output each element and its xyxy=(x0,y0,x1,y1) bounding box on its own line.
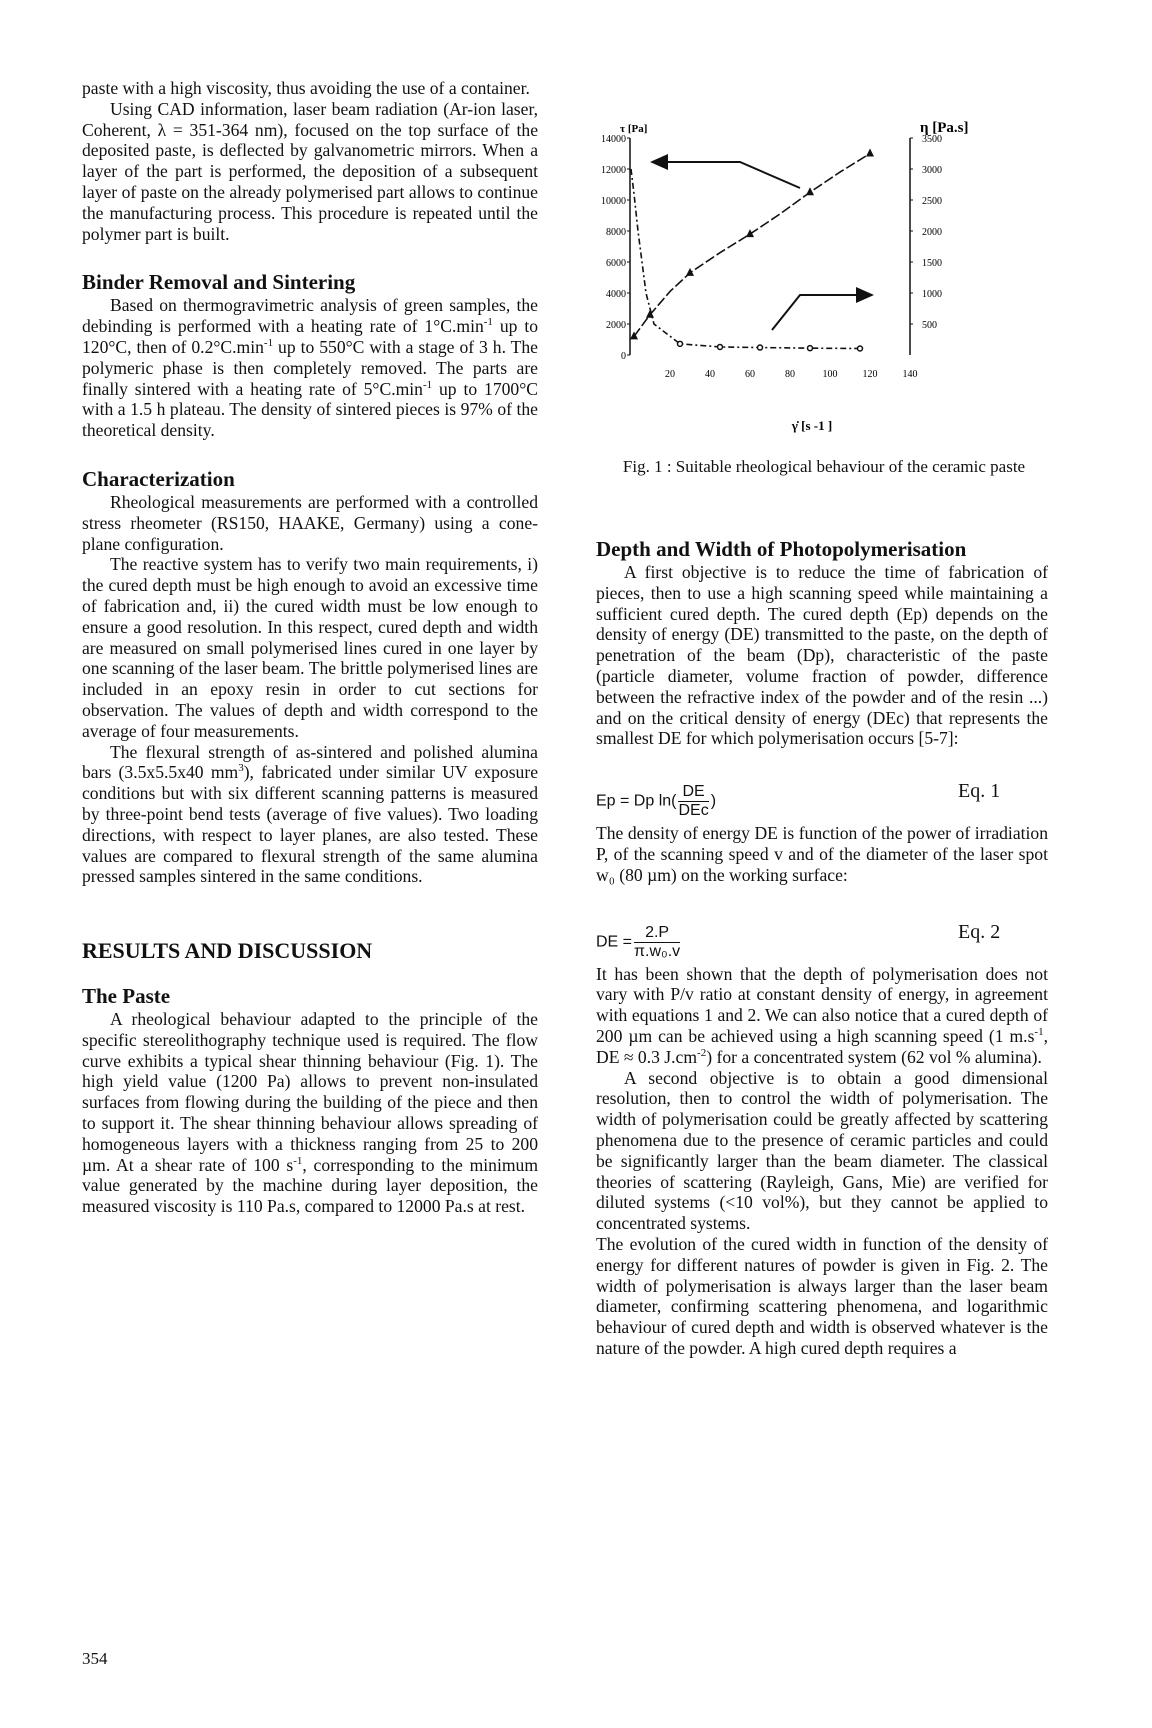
right-column xyxy=(596,536,1048,1359)
paragraph: The density of energy DE is function of the power of irradiation P, of the scanning speed v and of the diameter of the laser spot w₀ (80 µm) on the working surface: xyxy=(596,823,1048,885)
right-axis-label: η [Pa.s] xyxy=(920,120,969,136)
y-left-tick-label: 2000 xyxy=(606,320,626,331)
x-tick-label: 140 xyxy=(902,369,918,380)
section-heading: Depth and Width of Photopolymerisation xyxy=(596,537,967,561)
x-tick-label: 120 xyxy=(862,369,878,380)
equation-label: Eq. 2 xyxy=(958,920,1001,943)
series-shear-stress-line xyxy=(634,154,870,337)
paragraph: Using CAD information, laser beam radiation (Ar-ion laser, Coherent, λ = 351-364 nm), focused on the top surface of the deposited paste, is deflected by galvanometric mirrors. When a layer of the part is performed, the deposition of a subsequent layer of paste on the already polymerised part allows to continue the manufacturing process. This procedure is repeated until the polymer part is built. xyxy=(82,98,538,244)
paragraph: paste with a high viscosity, thus avoiding the use of a container. xyxy=(82,78,530,98)
x-tick-label: 40 xyxy=(705,369,715,380)
viscosity-point xyxy=(808,346,813,351)
y-left-tick-label: 12000 xyxy=(601,165,626,176)
section-heading: Characterization xyxy=(82,466,235,491)
equation-label: Eq. 1 xyxy=(958,780,1001,803)
equation-1: Ep = Dp ln( $\frac{DE}{\text{DEc}}$ ) Eq. 1 xyxy=(596,780,1001,820)
y-right-tick-label: 1500 xyxy=(922,258,942,269)
y-left-tick-label: 8000 xyxy=(606,227,626,238)
section-heading: Binder Removal and Sintering xyxy=(82,270,356,295)
paragraph: A second objective is to obtain a good dimensional resolution, then to control the width of polymerisation. The width of polymerisation could be greatly affected by scattering phenomena due to the presence of ceramic particles and could be significantly larger than the beam diameter. The classical theories of scattering (Rayleigh, Gans, Mie) are verified for diluted systems (<10 vol%), but they cannot be applied to concentrated systems. xyxy=(596,1067,1048,1234)
left-column xyxy=(82,78,538,1217)
paragraph: The flexural strength of as-sintered and polished alumina bars (3.5x5.5x40 $mm^3$), fabricated under similar UV exposure conditions but with six different scanning patterns is measured by three-point bend tests (average of five values). Two loading directions, with respect to layer planes, are also tested. These values are compared to flexural strength of the same alumina pressed samples sintered in the same conditions. xyxy=(82,741,538,887)
rheology-chart xyxy=(590,110,1050,440)
arrow-to-right-axis xyxy=(772,295,858,330)
shear-stress-point xyxy=(806,187,814,195)
paragraph: The evolution of the cured width in function of the density of energy for different natures of powder is given in Fig. 2. The width of polymerisation is always larger than the laser beam diameter, confirming scattering phenomena, and logarithmic behaviour of cured depth and width is observed whatever is the nature of the powder. A high cured depth requires a xyxy=(596,1233,1048,1358)
section-heading: The Paste xyxy=(82,984,171,1009)
series-viscosity-line xyxy=(631,169,860,348)
y-right-tick-label: 3000 xyxy=(922,165,942,176)
paragraph: A rheological behaviour adapted to the principle of the specific stereolithography technique used is required. The flow curve exhibits a typical shear thinning behaviour (Fig. 1). The high yield value (1200 Pa) allows to prevent non-insulated surfaces from flowing during the building of the piece and then to support it. The shear thinning behaviour allows spreading of homogeneous layers with a thickness ranging from 25 to 200 µm. At a shear rate of 100 $s^{-1}$, corresponding to the minimum value generated by the machine during layer deposition, the measured viscosity is 110 Pa.s, compared to 12000 Pa.s at rest. xyxy=(82,1009,538,1217)
paragraph: The reactive system has to verify two main requirements, i) the cured depth must be high enough to avoid an excessive time of fabrication and, ii) the cured width must be low enough to ensure a good resolution. In this respect, cured depth and width are measured on small polymerised lines cured in one layer by one scanning of the laser beam. The brittle polymerised lines are included in an epoxy resin in order to cut sections for observation. The values of depth and width correspond to the average of four measurements. xyxy=(82,554,538,741)
y-left-tick-label: 6000 xyxy=(606,258,626,269)
y-left-tick-label: 10000 xyxy=(601,196,626,207)
y-right-tick-label: 500 xyxy=(922,320,937,331)
x-tick-label: 60 xyxy=(745,369,755,380)
y-right-tick-label: 3500 xyxy=(922,134,942,145)
paragraph: Rheological measurements are performed with a controlled stress rheometer (RS150, HAAKE, Germany) using a cone-plane configuration. xyxy=(82,491,538,554)
viscosity-point xyxy=(718,344,723,349)
x-axis-label: γ̇ [s -1 ] xyxy=(791,418,833,433)
x-tick-label: 100 xyxy=(822,369,838,380)
y-right-tick-label: 1000 xyxy=(922,289,942,300)
equation-2: DE = $\frac{2.P}{\text{π.w₀.v}}$ Eq. 2 xyxy=(596,920,1001,960)
section-heading-main: RESULTS AND DISCUSSION xyxy=(82,938,373,964)
paragraph: A first objective is to reduce the time of fabrication of pieces, then to use a high scanning speed while maintaining a sufficient cured depth. The cured depth (Ep) depends on the density of energy (DE) transmitted to the paste, on the depth of penetration of the beam (Dp), characteristic of the paste (particle diameter, volume fraction of powder, difference between the refractive index of the powder and of the resin ...) and on the critical density of energy (DEc) that represents the smallest DE for which polymerisation occurs [5-7]: xyxy=(596,562,1048,749)
y-right-tick-label: 2500 xyxy=(922,196,942,207)
shear-stress-point xyxy=(866,149,874,157)
arrow-head-right xyxy=(856,287,874,303)
arrow-head-left xyxy=(650,154,668,170)
paragraph: Based on thermogravimetric analysis of green samples, the debinding is performed with a heating rate of $1^\circ C.\min^{-1}$ up to 120°C, then of $0.2^\circ C.\min^{-1}$ up to 550°C with a stage of 3 h. The polymeric phase is then completely removed. The parts are finally sintered with a heating rate of $5^\circ C.\min^{-1}$ up to 1700°C with a 1.5 h plateau. The density of sintered pieces is 97% of the theoretical density. xyxy=(82,295,539,441)
y-right-tick-label: 2000 xyxy=(922,227,942,238)
figure-caption: Fig. 1 : Suitable rheological behaviour of the ceramic paste xyxy=(622,457,1026,476)
arrow-to-left-axis xyxy=(665,162,800,188)
x-tick-label: 80 xyxy=(785,369,795,380)
viscosity-point xyxy=(758,345,763,350)
page-number: 354 xyxy=(82,1649,108,1668)
left-axis-label: τ [Pa] xyxy=(620,123,648,135)
paragraph: It has been shown that the depth of polymerisation does not vary with P/v ratio at constant density of energy, in agreement with equations 1 and 2. We can also notice that a cured depth of 200 µm can be achieved using a high scanning speed (1 $m.s^{-1}$, DE ≈ 0.3 $J.cm^{-2}$) for a concentrated system (62 vol % alumina). xyxy=(596,963,1048,1067)
y-left-tick-label: 4000 xyxy=(606,289,626,300)
y-left-tick-label: 0 xyxy=(621,351,626,362)
viscosity-point xyxy=(678,341,683,346)
y-left-tick-label: 14000 xyxy=(601,134,626,145)
viscosity-point xyxy=(858,346,863,351)
x-tick-label: 20 xyxy=(665,369,675,380)
